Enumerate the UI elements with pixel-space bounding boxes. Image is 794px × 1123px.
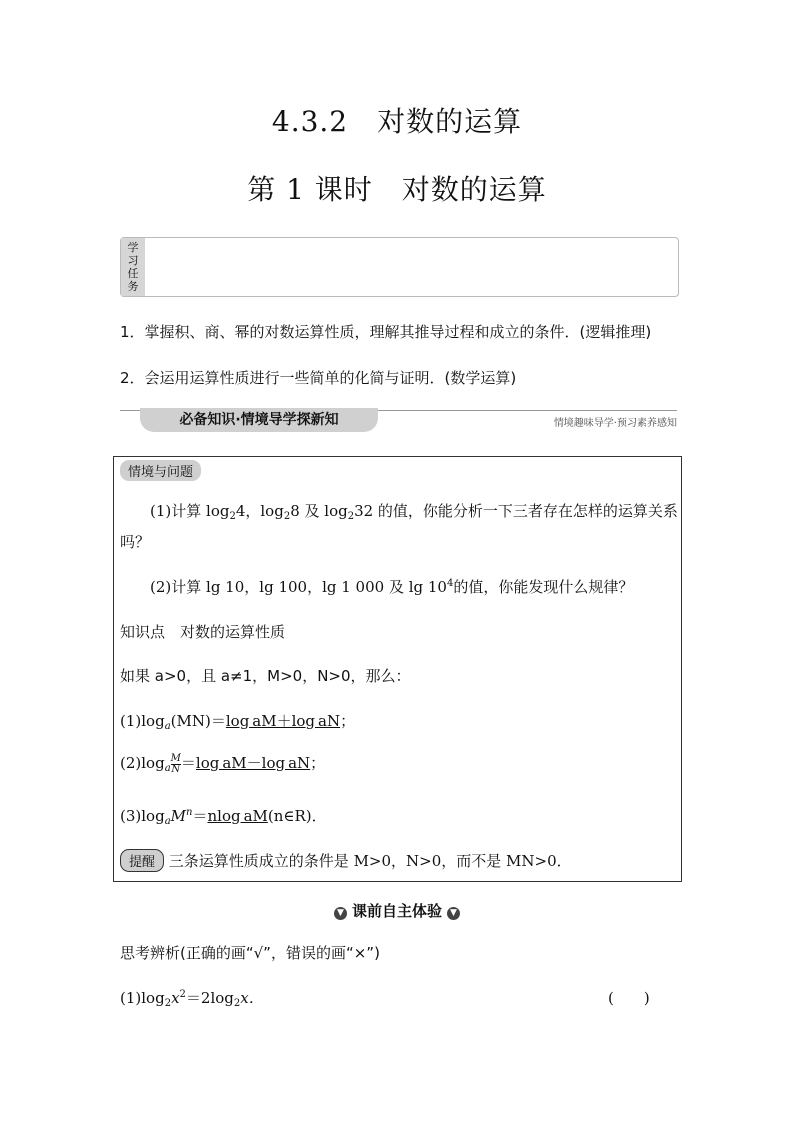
text: ＝	[192, 807, 208, 825]
text: ＝	[180, 754, 196, 772]
fraction-denominator: N	[171, 763, 181, 775]
text: 8 及 log	[290, 502, 348, 520]
formula-product	[120, 710, 355, 732]
task-label-char: 务	[127, 280, 139, 293]
heading-text: 课前自主体验	[351, 902, 442, 920]
text: x	[171, 989, 180, 1007]
subscript: 2	[164, 998, 172, 1009]
text: x．	[240, 989, 264, 1007]
subscript: 2	[347, 511, 355, 522]
goal-1: 1．掌握积、商、幂的对数运算性质，理解其推导过程和成立的条件．(逻辑推理)	[120, 323, 652, 341]
question-1-cont: 吗？	[120, 533, 151, 551]
section-title: 4.3.2 对数的运算	[271, 105, 523, 138]
superscript: 2	[179, 989, 186, 1000]
tip-text: 三条运算性质成立的条件是 M>0，N>0，而不是 MN>0．	[168, 852, 572, 870]
answer-underlined: nlog aM	[207, 807, 268, 825]
text: (3)log	[120, 807, 165, 825]
chevron-down-icon: ▼	[334, 907, 347, 920]
task-label-char: 学	[127, 241, 139, 254]
chevron-down-icon: ▼	[447, 907, 460, 920]
task-label-char: 习	[127, 254, 139, 267]
subscript: 2	[233, 998, 241, 1009]
text: (n∈R)．	[267, 807, 327, 825]
text: ；	[340, 712, 356, 730]
text: (1)log	[120, 989, 165, 1007]
text: (1)计算 log	[150, 502, 230, 520]
fraction-numerator: M	[170, 752, 181, 764]
goal-2: 2．会运用运算性质进行一些简单的化简与证明．(数学运算)	[120, 369, 517, 387]
superscript: 4	[446, 578, 454, 589]
question-2	[150, 576, 633, 597]
exercise-1	[120, 987, 264, 1009]
text: (2)计算 lg 10，lg 100，lg 1 000 及 lg 10	[150, 578, 447, 596]
answer-underlined: log aM－log aN	[195, 754, 311, 772]
learning-task-box	[120, 237, 679, 297]
subscript: a	[164, 816, 171, 827]
text: (2)log	[120, 754, 165, 772]
formula-quotient	[120, 752, 325, 775]
subscript: 2	[283, 511, 291, 522]
superscript: n	[186, 807, 193, 818]
tip-tag: 提醒	[120, 849, 164, 872]
knowledge-heading: 知识点 对数的运算性质	[120, 623, 286, 641]
text: (1)log	[120, 712, 165, 730]
formula-power	[120, 805, 327, 827]
fraction	[171, 754, 181, 775]
banner-subtitle: 情境趣味导学·预习素养感知	[553, 418, 677, 429]
text: 4，log	[235, 502, 284, 520]
lesson-title: 第 1 课时 对数的运算	[247, 173, 547, 206]
subscript: 2	[229, 511, 236, 522]
question-1	[150, 500, 678, 522]
pre-study-heading	[0, 900, 794, 921]
task-label-char: 任	[127, 267, 139, 280]
exercise-intro: 思考辨析(正确的画“√”，错误的画“×”)	[120, 944, 380, 962]
text: 的值，你能发现什么规律？	[453, 578, 634, 596]
situation-tag-row	[120, 460, 201, 481]
condition-text: 如果 a>0，且 a≠1，M>0，N>0，那么：	[120, 667, 411, 685]
answer-blank[interactable]: ( )	[608, 989, 650, 1007]
section-banner: 必备知识·情境导学探新知	[140, 408, 378, 432]
answer-underlined: log aM＋log aN	[225, 712, 341, 730]
subscript: a	[164, 763, 171, 774]
tip-row	[120, 849, 572, 872]
text: 32 的值，你能分析一下三者存在怎样的运算关系	[354, 502, 678, 520]
text: ；	[310, 754, 326, 772]
situation-tag: 情境与问题	[120, 460, 201, 481]
text: (MN)＝	[170, 712, 226, 730]
learning-task-label	[121, 238, 145, 296]
text: M	[170, 807, 187, 825]
subscript: a	[164, 721, 171, 732]
text: ＝2log	[185, 989, 234, 1007]
